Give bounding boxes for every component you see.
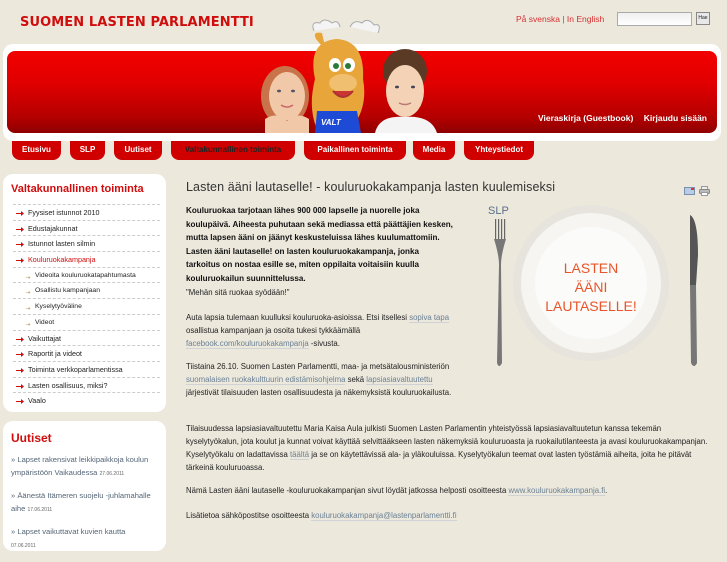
email-icon[interactable] <box>684 187 695 195</box>
sidebar-item-istunnot-lasten-silmin[interactable]: Istunnot lasten silmin <box>13 235 160 251</box>
sidebar-news <box>3 421 166 551</box>
arrow-right-icon <box>16 242 24 247</box>
sidebar-item-verkkoparlamentti[interactable]: Toiminta verkkoparlamentissa <box>13 361 160 377</box>
lang-english-link[interactable]: In English <box>566 14 605 24</box>
arrow-right-icon <box>16 211 24 216</box>
news-title: Uutiset <box>11 431 52 445</box>
sidebar-item-raportit[interactable]: Raportit ja videot <box>13 345 160 361</box>
site-title[interactable]: SUOMEN LASTEN PARLAMENTTI <box>20 15 254 30</box>
tab-yhteystiedot[interactable]: Yhteystiedot <box>464 141 534 160</box>
language-links <box>516 14 604 24</box>
lang-swedish-link[interactable]: På svenska <box>516 14 560 24</box>
article-paragraph: Lisätietoa sähköpostitse osoitteesta kouluruokakampanja@lastenparlamentti.fi <box>186 511 457 520</box>
article <box>186 180 716 520</box>
taalta-link[interactable]: täältä <box>290 450 310 459</box>
svg-text:VALT: VALT <box>321 118 341 127</box>
news-item[interactable]: » Äänestä Itämeren suojelu -juhlamahalle aihe 17.06.2011 <box>11 491 151 513</box>
sidebar-subitem-videot[interactable]: Videot <box>13 314 160 330</box>
sidebar-item-edustajakunnat[interactable]: Edustajakunnat <box>13 220 160 236</box>
sidebar-subitem-osallistu[interactable]: Osallistu kampanjaan <box>13 282 160 298</box>
sidebar-item-lasten-osallisuus[interactable]: Lasten osallisuus, miksi? <box>13 377 160 393</box>
news-date: 27.06.2011 <box>99 470 125 477</box>
arrow-right-small-icon <box>25 307 31 310</box>
kouluruokakampanja-site-link[interactable]: www.kouluruokakampanja.fi <box>508 486 606 495</box>
arrow-right-icon <box>16 227 24 232</box>
banner-children-mascot-image <box>257 41 437 133</box>
tab-valtakunnallinen-toiminta[interactable]: Valtakunnallinen toiminta <box>171 141 295 160</box>
article-quote: "Mehän sitä ruokaa syödään!" <box>186 288 290 297</box>
article-paragraph: Tilaisuudessa lapsiasiavaltuutettu Maria Kaisa Aula julkisti Suomen Lasten Parlamentin yhteistyössä lapsiasiavaltuutetun kanssa tekemän kyselytyökalun, jota koulut ja kunnat voivat käyttää selvittääkseen lasten näkemyksiä kouluruoasta ja ruokailutilanteesta ja avasi kouluruokakampanjan. Kyselytyökalu on ladattavissa täältä ja se on käytettävissä ala- ja yläkouluissa. Kyselytyökalun teemat ovat lasten työstämiä aiheita, joita he pitävät tärkeinä kouluruoassa. <box>186 424 708 472</box>
arrow-right-icon <box>16 399 24 404</box>
sidebar-item-fyysiset-istunnot[interactable]: Fyysiset istunnot 2010 <box>13 204 160 220</box>
search-input[interactable] <box>617 12 692 26</box>
login-link[interactable]: Kirjaudu sisään <box>643 113 707 123</box>
news-item[interactable]: » Lapset rakensivat leikkipaikkoja koulun ympäristöön Vaikaudessa 27.06.2011 <box>11 455 149 477</box>
sidebar-section-title: Valtakunnallinen toiminta <box>11 183 144 195</box>
lang-separator: | <box>559 14 567 24</box>
article-paragraph: Nämä Lasten ääni lautaselle -kouluruokakampanjan sivut löydät jatkossa helposti osoitteesta www.kouluruokakampanja.fi. <box>186 486 608 495</box>
svg-text:SLP: SLP <box>488 205 509 217</box>
sidebar-menu <box>13 204 160 408</box>
sidebar-item-vaalo[interactable]: Vaalo <box>13 392 160 408</box>
arrow-right-small-icon <box>25 276 31 279</box>
sidebar-section-nav <box>3 174 166 412</box>
svg-text:ÄÄNI: ÄÄNI <box>574 279 608 295</box>
news-list <box>11 454 163 562</box>
article-paragraph: Tiistaina 26.10. Suomen Lasten Parlamentti, maa- ja metsätalousministeriön suomalaisen ruokakulttuurin edistämisohjelma sekä lapsiasiavaltuutettu järjestivät tilaisuuden lasten osallisuudesta ja näkemyksistä kouluruokailusta. <box>186 362 452 397</box>
sidebar-item-kouluruokakampanja[interactable]: Kouluruokakampanja <box>13 251 160 267</box>
tab-paikallinen-toiminta[interactable]: Paikallinen toiminta <box>304 141 406 160</box>
arrow-right-icon <box>16 384 24 389</box>
tab-uutiset[interactable]: Uutiset <box>114 141 162 160</box>
sidebar-subitem-videoita[interactable]: Videoita kouluruokatapahtumasta <box>13 267 160 283</box>
campaign-plate-image <box>466 195 716 375</box>
sopiva-tapa-link[interactable]: sopiva tapa <box>409 313 450 322</box>
arrow-right-small-icon <box>25 323 31 326</box>
search-button[interactable]: Hae <box>696 12 710 25</box>
news-date: 07.06.2011 <box>11 542 36 549</box>
tab-media[interactable]: Media <box>413 141 455 160</box>
main-nav <box>0 141 727 161</box>
arrow-right-icon <box>16 337 24 342</box>
sidebar-subitem-kyselytyovaline[interactable]: Kyselytyöväline <box>13 298 160 314</box>
email-address-link[interactable]: kouluruokakampanja@lastenparlamentti.fi <box>311 511 457 520</box>
svg-text:LAUTASELLE!: LAUTASELLE! <box>545 298 637 314</box>
arrow-right-icon <box>16 368 24 373</box>
banner <box>7 51 717 133</box>
arrow-right-icon <box>16 352 24 357</box>
arrow-right-icon <box>16 258 24 263</box>
svg-text:LASTEN: LASTEN <box>563 260 619 276</box>
guestbook-link[interactable]: Vieraskirja (Guestbook) <box>538 113 634 123</box>
article-lead: Kouluruokaa tarjotaan lähes 900 000 lapselle ja nuorelle joka koulupäivä. Aiheesta puhutaan sekä mediassa että päättäjien kesken, mutta lapsen ääni on jäänyt keskusteluissa lähes kuulumattomiin. Lasten ääni lautaselle! on lasten kouluruokakampanja, jonka tarkoitus on nostaa esille se, miten oppilaita voitaisiin kuulla kouluruokailun suunnittelussa. <box>186 206 453 283</box>
tab-slp[interactable]: SLP <box>70 141 105 160</box>
facebook-link[interactable]: facebook.com/kouluruokakampanja <box>186 339 309 348</box>
news-date: 17.06.2011 <box>27 506 53 513</box>
mascot-antlers-image <box>306 17 386 53</box>
article-title: Lasten ääni lautaselle! - kouluruokakampanja lasten kuulemiseksi <box>186 180 556 194</box>
sidebar-item-vaikuttajat[interactable]: Vaikuttajat <box>13 330 160 346</box>
lapsiasiavaltuutettu-link[interactable]: lapsiasiavaltuutettu <box>366 375 433 384</box>
ruokakulttuuri-link[interactable]: suomalaisen ruokakulttuurin edistämisohjelma <box>186 375 346 384</box>
arrow-right-small-icon <box>25 291 31 294</box>
article-paragraph: Auta lapsia tulemaan kuulluksi kouluruoka-asioissa. Etsi itsellesi sopiva tapa osallistua kampanjaan ja osoita tukesi tykkäämällä facebook.com/kouluruokakampanja -sivusta. <box>186 313 450 348</box>
news-item[interactable]: » Lapset vaikuttavat kuvien kautta 07.06.2011 <box>11 527 126 549</box>
tab-etusivu[interactable]: Etusivu <box>12 141 61 160</box>
banner-links <box>530 113 707 123</box>
